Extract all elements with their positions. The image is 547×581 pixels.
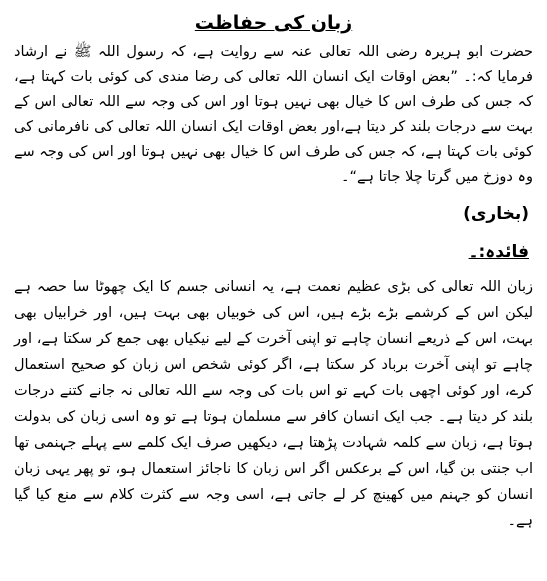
reference-row xyxy=(14,196,533,232)
hadith-paragraph: حضرت ابو ہریرہ رضی اللہ تعالی عنہ سے روایت ہے، کہ رسول اللہ ﷺ نے ارشاد فرمایا کہ:۔ ”بعض اوقات ایک انسان اللہ تعالی کی رضا مندی کی کوئی بات کہتا ہے، کہ جس کی طرف اس کا خیال بھی نہیں ہوتا اور اس کی وجہ سے اللہ تعالی اس کے بہت سے درجات بلند کر دیتا ہے،اور بعض اوقات ایک انسان اللہ تعالی کی نافرمانی کی کوئی بات کہتا ہے، کہ جس کی طرف اس کا خیال بھی نہیں ہوتا اور اس کی وجہ سے وہ دوزخ میں گرتا چلا جاتا ہے“۔ xyxy=(14,44,533,185)
fayda-paragraph: زبان اللہ تعالی کی بڑی عظیم نعمت ہے، یہ انسانی جسم کا ایک چھوٹا سا حصہ ہے لیکن اس کے کرشمے بڑے بڑے ہیں، اس کی خوبیاں بھی بہت ہیں، اور خرابیاں بھی بہت، اس کے ذریعے انسان چاہے تو اپنی آخرت کے لیے نیکیاں بھی جمع کر سکتا ہے، اور چاہے تو اپنی آخرت برباد کر سکتا ہے، اگر کوئی شخص اس زبان کو صحیح استعمال کرے، اور کوئی اچھی بات کہے تو اس بات کی وجہ سے اللہ تعالی نہ جانے کتنے درجات بلند کر دیتا ہے۔ جب ایک انسان کافر سے مسلمان ہوتا ہے تو وہ اسی زبان کی بدولت ہوتا ہے، زبان سے کلمہ شہادت پڑھتا ہے، دیکھیں صرف ایک کلمے سے پہلے جہنمی تھا اب جنتی بن گیا، اس کے برعکس اگر اس زبان کا ناجائز استعمال ہو، تو پھر یہی زبان انسان کو جہنم میں کھینچ کر لے جاتی ہے، اسی وجہ سے کثرت کلام سے منع کیا گیا ہے۔ xyxy=(14,279,533,529)
fayda-heading: فائدہ:۔ xyxy=(468,242,529,262)
fayda-row xyxy=(14,238,533,266)
hadith-reference: (بخاری) xyxy=(463,204,529,224)
page-title: زبان کی حفاظت xyxy=(194,12,353,34)
